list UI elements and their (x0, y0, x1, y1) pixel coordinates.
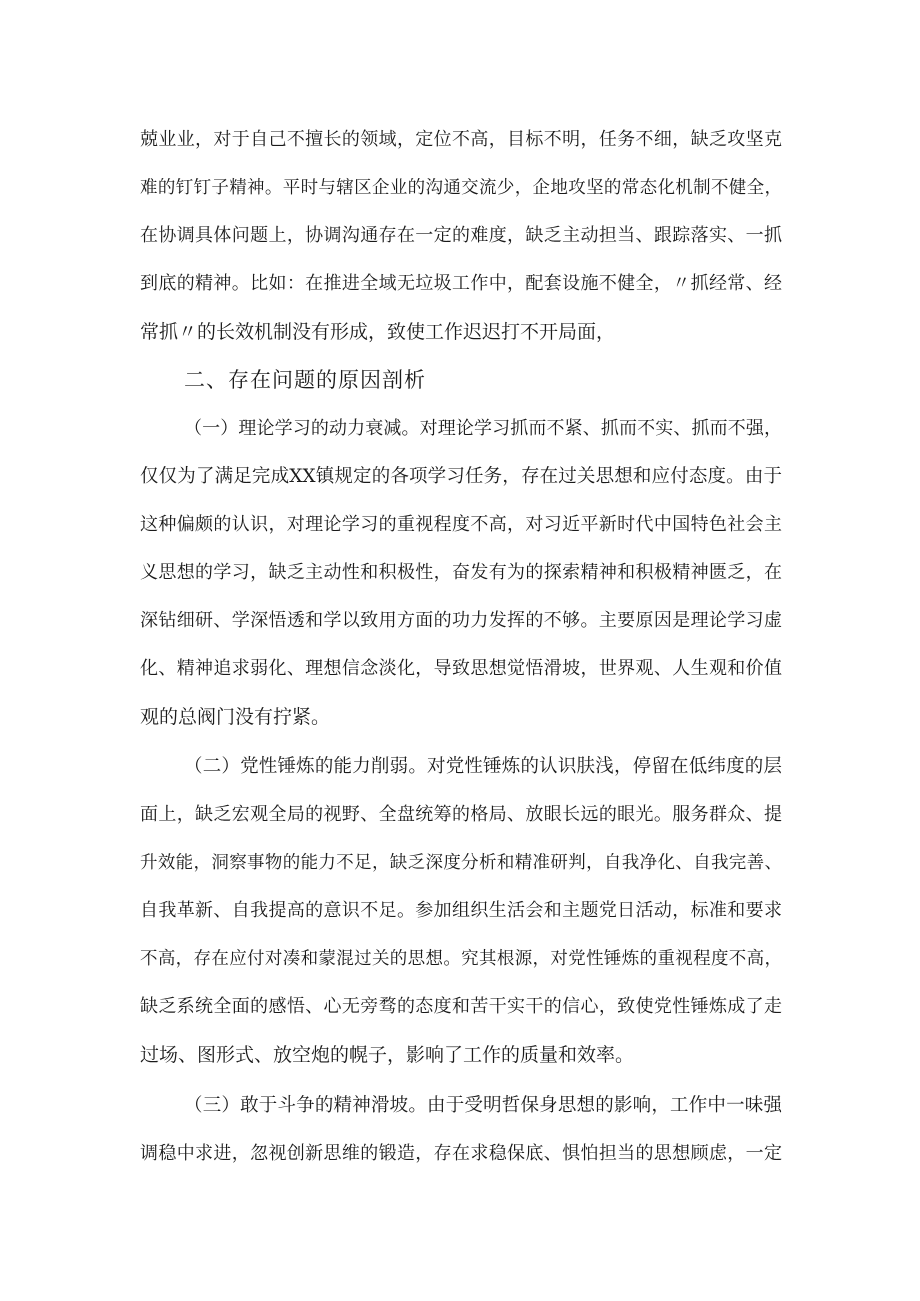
text-line: 常抓〃的长效机制没有形成，致使工作迟迟打不开局面， (140, 321, 616, 343)
text-line: 过场、图形式、放空炮的幌子，影响了工作的质量和效率。 (140, 1044, 635, 1066)
text-line: 仅仅为了满足完成XX镇规定的各项学习任务，存在过关思想和应付态度。由于 (140, 466, 782, 487)
text-line: 不高，存在应付对凑和蒙混过关的思想。究其根源，对党性锤炼的重视程度不高， (140, 949, 782, 969)
section-heading: 二、存在问题的原因剖析 (184, 368, 426, 392)
text-line: 到底的精神。比如：在推进全域无垃圾工作中，配套设施不健全，〃抓经常、经 (140, 273, 782, 294)
text-line: 自我革新、自我提高的意识不足。参加组织生活会和主题党日活动，标准和要求 (140, 900, 782, 921)
text-line: 升效能，洞察事物的能力不足，缺乏深度分析和精准研判，自我净化、自我完善、 (140, 853, 782, 873)
text-line: 缺乏系统全面的感悟、心无旁骛的态度和苦干实干的信心，致使党性锤炼成了走 (140, 996, 782, 1017)
text-line: 观的总阀门没有拧紧。 (140, 706, 331, 728)
text-line: 深钻细研、学深悟透和学以致用方面的功力发挥的不够。主要原因是理论学习虚 (140, 610, 782, 631)
text-line: 面上，缺乏宏观全局的视野、全盘统筹的格局、放眼长远的眼光。服务群众、提 (140, 804, 782, 825)
text-line: 在协调具体问题上，协调沟通存在一定的难度，缺乏主动担当、跟踪落实、一抓 (140, 225, 782, 246)
text-line: 调稳中求进，忽视创新思维的锻造，存在求稳保底、惧怕担当的思想顾虑，一定 (140, 1143, 782, 1164)
text-line: 这种偏颇的认识，对理论学习的重视程度不高，对习近平新时代中国特色社会主 (140, 514, 782, 535)
text-line: 兢业业，对于自己不擅长的领域，定位不高，目标不明，任务不细，缺乏攻坚克 (140, 129, 782, 150)
text-line: 难的钉钉子精神。平时与辖区企业的沟通交流少，企地攻坚的常态化机制不健全， (140, 178, 782, 198)
text-line: （一）理论学习的动力衰减。对理论学习抓而不紧、抓而不实、抓而不强， (184, 418, 782, 439)
text-line: 化、精神追求弱化、理想信念淡化，导致思想觉悟滑坡，世界观、人生观和价值 (140, 658, 782, 679)
text-line: （三）敢于斗争的精神滑坡。由于受明哲保身思想的影响，工作中一味强 (184, 1095, 782, 1116)
text-line: （二）党性锤炼的能力削弱。对党性锤炼的认识肤浅，停留在低纬度的层 (184, 756, 782, 777)
text-line: 义思想的学习，缺乏主动性和积极性，奋发有为的探索精神和积极精神匮乏，在 (140, 562, 782, 583)
